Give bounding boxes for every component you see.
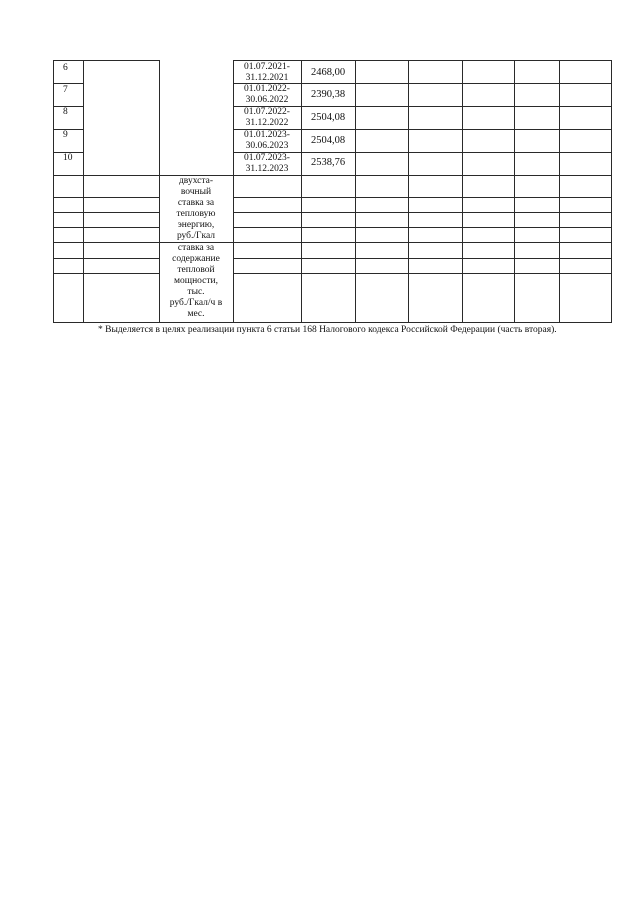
period-end: 31.12.2022	[245, 118, 289, 128]
capacity-rate-label: ставка за	[177, 243, 215, 253]
table-rule	[462, 60, 463, 323]
tariff-value: 2504,08	[310, 135, 346, 146]
period-start: 01.01.2022-	[244, 84, 290, 94]
capacity-rate-label: мощности,	[174, 276, 218, 286]
tariff-value: 2538,76	[310, 157, 346, 168]
capacity-rate-label: руб./Гкал/ч в	[169, 298, 223, 308]
two-part-label: двухста-	[178, 176, 214, 186]
table-rule	[233, 212, 612, 213]
capacity-rate-label: тепловой	[177, 265, 215, 275]
table-rule	[53, 227, 160, 228]
table-rule	[53, 242, 160, 243]
period-start: 01.07.2021-	[244, 62, 290, 72]
table-rule	[53, 258, 160, 259]
capacity-rate-label: содержание	[172, 254, 220, 264]
capacity-rate-label: тыс.	[187, 287, 205, 297]
table-rule	[53, 60, 54, 323]
row-number: 10	[63, 153, 73, 163]
capacity-rate-label: мес.	[187, 309, 205, 319]
energy-rate-label: руб./Гкал	[176, 231, 216, 241]
table-rule	[53, 175, 612, 176]
row-number: 7	[63, 85, 68, 95]
table-rule	[53, 197, 160, 198]
table-rule	[233, 273, 612, 274]
period-start: 01.01.2023-	[244, 130, 290, 140]
row-number: 8	[63, 107, 68, 117]
energy-rate-label: ставка за	[177, 198, 215, 208]
table-rule	[355, 60, 356, 323]
period-start: 01.07.2023-	[244, 153, 290, 163]
table-rule	[233, 242, 612, 243]
table-rule	[233, 60, 612, 61]
period-end: 31.12.2023	[245, 164, 289, 174]
row-number: 6	[63, 63, 68, 73]
period-end: 31.12.2021	[245, 73, 289, 83]
two-part-label: вочный	[180, 187, 212, 197]
table-rule	[53, 60, 160, 61]
table-rule	[53, 273, 160, 274]
row-number: 9	[63, 130, 68, 140]
period-start: 01.07.2022-	[244, 107, 290, 117]
table-rule	[53, 212, 160, 213]
table-rule	[53, 83, 84, 84]
table-rule	[53, 106, 84, 107]
period-end: 30.06.2023	[245, 141, 289, 151]
tariff-value: 2390,38	[310, 89, 346, 100]
energy-rate-label: энергию,	[177, 220, 215, 230]
tariff-value: 2504,08	[310, 112, 346, 123]
table-rule	[233, 258, 612, 259]
table-rule	[233, 197, 612, 198]
footnote: * Выделяется в целях реализации пункта 6 статьи 168 Налогового кодекса Российской Федерации (часть вторая).	[98, 325, 557, 335]
tariff-value: 2468,00	[310, 67, 346, 78]
table-rule	[559, 60, 560, 323]
table-rule	[514, 60, 515, 323]
table-rule	[233, 227, 612, 228]
table-rule	[83, 60, 84, 323]
table-rule	[53, 322, 612, 323]
energy-rate-label: тепловую	[176, 209, 216, 219]
table-rule	[53, 129, 84, 130]
table-rule	[408, 60, 409, 323]
table-rule	[611, 60, 612, 323]
period-end: 30.06.2022	[245, 95, 289, 105]
